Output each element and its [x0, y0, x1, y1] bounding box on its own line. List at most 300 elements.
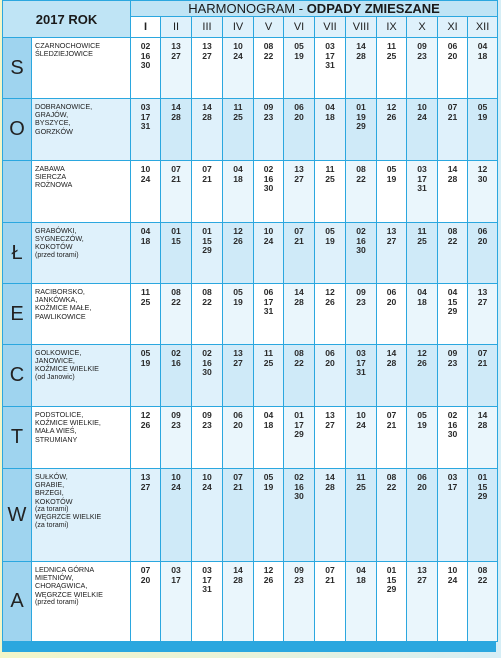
collection-day: 06 [447, 41, 458, 51]
collection-day: 01 [202, 226, 212, 236]
date-cell [346, 223, 377, 284]
collection-day: 19 [140, 357, 151, 368]
date-cell [346, 161, 377, 223]
collection-day: 18 [356, 574, 366, 585]
collection-day: 16 [294, 481, 304, 492]
collection-day: 28 [294, 296, 304, 307]
date-cell [377, 223, 407, 284]
date-cell [438, 284, 468, 345]
collection-day: 20 [325, 357, 335, 368]
collection-day: 04 [325, 102, 335, 112]
collection-day: 12 [386, 102, 397, 112]
collection-day: 23 [356, 296, 366, 307]
collection-day: 28 [233, 574, 243, 585]
date-cell [284, 407, 315, 469]
collection-day: 27 [171, 50, 181, 61]
collection-day: 13 [171, 41, 181, 51]
collection-day: 17 [140, 111, 151, 122]
village-name: SIERCZA [35, 172, 67, 182]
collection-day: 15 [171, 235, 181, 246]
date-cell [284, 161, 315, 223]
village-name: GRABÓWKI, [35, 226, 77, 235]
date-cell [346, 469, 377, 562]
collection-day: 25 [140, 296, 151, 307]
collection-day: 13 [417, 565, 427, 575]
collection-day: 12 [325, 287, 335, 297]
collection-day: 14 [202, 102, 212, 112]
collection-day: 19 [263, 481, 274, 492]
village-names [32, 284, 131, 345]
collection-day: 31 [356, 367, 366, 378]
date-cell [377, 38, 407, 99]
collection-day: 09 [263, 102, 274, 112]
collection-day: 04 [477, 41, 488, 51]
collection-day: 08 [294, 348, 304, 358]
collection-day: 07 [233, 472, 243, 482]
collection-day: 22 [356, 173, 366, 184]
date-cell [346, 345, 377, 407]
month-header: V [254, 17, 284, 38]
collection-day: 21 [325, 574, 335, 585]
collection-day: 10 [171, 472, 181, 482]
village-names [32, 469, 131, 562]
month-header: XI [438, 17, 468, 38]
collection-day: 04 [356, 565, 366, 575]
collection-day: 25 [417, 235, 427, 246]
date-cell [254, 99, 284, 161]
village-name: BRZEGI, [35, 488, 64, 498]
date-cell [346, 284, 377, 345]
village-name: ROŻNOWA [35, 180, 73, 190]
date-cell [407, 469, 438, 562]
date-cell [223, 161, 254, 223]
collection-day: 31 [202, 584, 212, 595]
village-name: LEDNICA GÓRNA [35, 565, 95, 574]
collection-day: 24 [356, 419, 366, 430]
date-cell [254, 284, 284, 345]
collection-day: 27 [386, 235, 397, 246]
collection-day: 18 [140, 235, 151, 246]
village-name: GORZKÓW [35, 126, 73, 136]
collection-day: 14 [325, 472, 335, 482]
collection-day: 07 [325, 565, 335, 575]
solectwa-letter: W [3, 469, 32, 562]
month-header: I [131, 17, 161, 38]
collection-day: 22 [477, 574, 488, 585]
village-name: WĘGRZCE WIELKIE [35, 589, 103, 599]
date-cell [407, 38, 438, 99]
solectwa-letter: S [3, 38, 32, 99]
collection-day: 21 [171, 173, 181, 184]
table-row [3, 38, 498, 99]
date-cell [161, 38, 192, 99]
collection-day: 14 [233, 565, 243, 575]
date-cell [438, 345, 468, 407]
collection-day: 07 [140, 565, 151, 575]
date-cell [315, 223, 346, 284]
collection-day: 17 [325, 50, 335, 61]
date-cell [315, 161, 346, 223]
village-name: KOŹMICE MAŁE, [35, 303, 92, 313]
collection-day: 24 [447, 574, 458, 585]
collection-day: 17 [171, 574, 181, 585]
collection-day: 30 [356, 245, 366, 256]
date-cell [161, 562, 192, 642]
collection-day: 16 [171, 357, 181, 368]
date-cell [161, 345, 192, 407]
collection-day: 23 [202, 419, 212, 430]
collection-day: 08 [477, 565, 488, 575]
collection-day: 05 [477, 102, 488, 112]
village-name: BYSZYCE, [35, 118, 71, 128]
collection-day: 27 [202, 50, 212, 61]
collection-day: 25 [386, 50, 397, 61]
collection-day: 05 [417, 410, 427, 420]
collection-day: 10 [356, 410, 366, 420]
collection-day: 18 [477, 50, 488, 61]
collection-day: 20 [477, 235, 488, 246]
date-cell [468, 38, 498, 99]
date-cell [407, 161, 438, 223]
village-name: MAŁA WIEŚ, [35, 426, 77, 436]
collection-day: 11 [386, 41, 397, 51]
collection-day: 02 [202, 348, 212, 358]
table-row [3, 407, 498, 469]
date-cell [315, 38, 346, 99]
collection-day: 27 [325, 419, 335, 430]
village-note: WĘGRZCE WIELKIE [35, 514, 102, 522]
collection-day: 10 [140, 164, 151, 174]
date-cell [254, 161, 284, 223]
collection-day: 07 [294, 226, 304, 236]
date-cell [438, 99, 468, 161]
month-header: X [407, 17, 438, 38]
date-cell [254, 38, 284, 99]
date-cell [131, 38, 161, 99]
date-cell [407, 284, 438, 345]
collection-day: 13 [202, 41, 212, 51]
collection-day: 02 [356, 226, 366, 236]
date-cell [377, 345, 407, 407]
collection-day: 08 [386, 472, 397, 482]
collection-day: 12 [477, 164, 488, 174]
collection-day: 15 [386, 574, 397, 585]
date-cell [223, 38, 254, 99]
collection-day: 19 [294, 50, 304, 61]
collection-day: 23 [263, 111, 274, 122]
collection-day: 08 [171, 287, 181, 297]
collection-day: 12 [140, 410, 151, 420]
village-note: (od Janowic) [35, 373, 75, 381]
collection-day: 07 [386, 410, 397, 420]
collection-day: 14 [447, 164, 458, 174]
date-cell [315, 469, 346, 562]
village-names [32, 99, 131, 161]
collection-day: 07 [202, 164, 212, 174]
month-header: VIII [346, 17, 377, 38]
collection-day: 06 [263, 287, 274, 297]
collection-day: 10 [417, 102, 427, 112]
collection-day: 01 [477, 472, 488, 482]
date-cell [438, 223, 468, 284]
collection-day: 26 [386, 111, 397, 122]
date-cell [377, 99, 407, 161]
date-cell [161, 407, 192, 469]
date-cell [407, 407, 438, 469]
collection-day: 22 [171, 296, 181, 307]
date-cell [192, 562, 223, 642]
village-note: (przed torami) [35, 251, 79, 259]
collection-day: 05 [325, 226, 335, 236]
collection-day: 25 [356, 481, 366, 492]
collection-day: 18 [233, 173, 243, 184]
date-cell [131, 99, 161, 161]
date-cell [223, 345, 254, 407]
month-header: III [192, 17, 223, 38]
date-cell [131, 407, 161, 469]
collection-day: 04 [233, 164, 243, 174]
collection-day: 19 [417, 419, 427, 430]
collection-day: 29 [477, 491, 488, 502]
village-name: PODSTOLICE, [35, 410, 84, 419]
village-names [32, 562, 131, 642]
collection-day: 23 [417, 50, 427, 61]
village-names [32, 345, 131, 407]
collection-day: 29 [386, 584, 397, 595]
date-cell [161, 469, 192, 562]
date-cell [131, 161, 161, 223]
collection-day: 22 [263, 50, 274, 61]
date-cell [192, 223, 223, 284]
collection-day: 11 [263, 348, 274, 358]
solectwa-letter: E [3, 284, 32, 345]
collection-day: 28 [356, 50, 366, 61]
collection-day: 03 [202, 565, 212, 575]
date-cell [468, 223, 498, 284]
collection-day: 13 [386, 226, 397, 236]
collection-day: 26 [325, 296, 335, 307]
date-cell [438, 38, 468, 99]
collection-day: 17 [263, 296, 274, 307]
collection-day: 23 [171, 419, 181, 430]
collection-day: 24 [233, 50, 243, 61]
date-cell [192, 99, 223, 161]
collection-day: 13 [294, 164, 304, 174]
collection-day: 21 [294, 235, 304, 246]
village-name: JANKÓWKA, [35, 295, 78, 305]
collection-day: 07 [447, 102, 458, 112]
collection-day: 22 [294, 357, 304, 368]
collection-day: 26 [233, 235, 243, 246]
date-cell [254, 469, 284, 562]
collection-day: 17 [417, 173, 427, 184]
village-name: KOKOTÓW [35, 242, 73, 252]
collection-day: 08 [356, 164, 366, 174]
collection-day: 27 [417, 574, 427, 585]
date-cell [468, 407, 498, 469]
collection-day: 14 [386, 348, 397, 358]
collection-day: 20 [294, 111, 304, 122]
collection-day: 03 [325, 41, 335, 51]
collection-day: 04 [140, 226, 151, 236]
collection-day: 04 [263, 410, 274, 420]
date-cell [192, 407, 223, 469]
village-name: JANOWICE, [35, 356, 75, 366]
year-label: 2017 ROK [3, 1, 131, 38]
collection-day: 01 [386, 565, 397, 575]
date-cell [284, 469, 315, 562]
date-cell [377, 407, 407, 469]
collection-day: 03 [447, 472, 458, 482]
collection-day: 10 [233, 41, 243, 51]
solectwa-letter: O [3, 99, 32, 161]
collection-day: 05 [294, 41, 304, 51]
collection-day: 01 [356, 102, 366, 112]
date-cell [468, 469, 498, 562]
village-name: PAWLIKOWICE [35, 311, 86, 321]
date-cell [346, 407, 377, 469]
solectwa-letter: Ł [3, 223, 32, 284]
collection-day: 24 [263, 235, 274, 246]
collection-day: 17 [202, 574, 212, 585]
month-header: VII [315, 17, 346, 38]
collection-day: 27 [140, 481, 151, 492]
collection-day: 29 [447, 306, 458, 317]
collection-day: 09 [294, 565, 304, 575]
collection-day: 10 [447, 565, 458, 575]
collection-day: 26 [417, 357, 427, 368]
date-cell [468, 562, 498, 642]
collection-day: 06 [325, 348, 335, 358]
collection-day: 15 [202, 235, 212, 246]
collection-day: 19 [233, 296, 243, 307]
date-cell [161, 99, 192, 161]
village-name: STRUMIANY [35, 434, 78, 444]
collection-day: 28 [325, 481, 335, 492]
collection-day: 29 [294, 429, 304, 440]
date-cell [315, 99, 346, 161]
collection-day: 13 [477, 287, 488, 297]
collection-day: 28 [477, 419, 488, 430]
collection-day: 31 [140, 121, 151, 132]
date-cell [192, 38, 223, 99]
village-name: CZARNOCHOWICE [35, 41, 101, 50]
collection-day: 13 [325, 410, 335, 420]
date-cell [223, 562, 254, 642]
collection-day: 13 [233, 348, 243, 358]
collection-day: 08 [202, 287, 212, 297]
collection-day: 17 [356, 357, 366, 368]
village-name: KOŹMICE WIELKIE, [35, 418, 101, 428]
date-cell [407, 99, 438, 161]
date-cell [346, 99, 377, 161]
village-name: GRAJÓW, [35, 110, 69, 120]
date-cell [468, 161, 498, 223]
village-name: MIETNIÓW, [35, 573, 74, 583]
date-cell [284, 223, 315, 284]
harmonogram-title-bold: ODPADY ZMIESZANE [306, 1, 440, 16]
date-cell [254, 345, 284, 407]
village-name: CHORĄGWICA, [35, 581, 88, 591]
table-row [3, 223, 498, 284]
village-note: (za torami) [35, 505, 69, 513]
collection-day: 05 [263, 472, 274, 482]
date-cell [407, 345, 438, 407]
date-cell [377, 469, 407, 562]
date-cell [284, 562, 315, 642]
date-cell [223, 99, 254, 161]
date-cell [407, 562, 438, 642]
collection-day: 07 [171, 164, 181, 174]
date-cell [254, 562, 284, 642]
date-cell [284, 99, 315, 161]
collection-day: 31 [325, 60, 335, 71]
collection-day: 05 [140, 348, 151, 358]
collection-day: 16 [447, 419, 458, 430]
village-name: GOLKOWICE, [35, 348, 82, 357]
collection-day: 30 [202, 367, 212, 378]
collection-day: 12 [417, 348, 427, 358]
collection-day: 06 [294, 102, 304, 112]
collection-day: 21 [202, 173, 212, 184]
collection-day: 18 [325, 111, 335, 122]
collection-day: 18 [417, 296, 427, 307]
collection-day: 19 [325, 235, 335, 246]
date-cell [131, 469, 161, 562]
collection-day: 05 [233, 287, 243, 297]
date-cell [346, 562, 377, 642]
collection-day: 11 [417, 226, 427, 236]
collection-day: 15 [477, 481, 488, 492]
collection-day: 24 [171, 481, 181, 492]
village-name: ZABAWA [35, 164, 65, 173]
date-cell [468, 345, 498, 407]
month-header: XII [468, 17, 498, 38]
date-cell [284, 284, 315, 345]
collection-day: 18 [263, 419, 274, 430]
village-name: DOBRANOWICE, [35, 102, 93, 111]
collection-day: 08 [447, 226, 458, 236]
collection-day: 25 [233, 111, 243, 122]
collection-day: 02 [294, 472, 304, 482]
date-cell [131, 562, 161, 642]
village-name: SUŁKÓW, [35, 472, 68, 481]
collection-day: 28 [171, 111, 181, 122]
date-cell [468, 284, 498, 345]
date-cell [192, 161, 223, 223]
date-cell [377, 562, 407, 642]
date-cell [161, 284, 192, 345]
collection-day: 10 [263, 226, 274, 236]
collection-day: 10 [202, 472, 212, 482]
collection-day: 31 [263, 306, 274, 317]
schedule-table [2, 0, 498, 642]
collection-day: 19 [477, 111, 488, 122]
collection-day: 30 [447, 429, 458, 440]
date-cell [438, 469, 468, 562]
date-cell [315, 284, 346, 345]
collection-day: 30 [263, 183, 274, 194]
date-cell [377, 284, 407, 345]
date-cell [284, 345, 315, 407]
harmonogram-title [131, 1, 498, 17]
date-cell [284, 38, 315, 99]
collection-day: 06 [477, 226, 488, 236]
solectwa-letter: C [3, 345, 32, 407]
date-cell [131, 284, 161, 345]
collection-day: 29 [356, 121, 366, 132]
collection-day: 02 [263, 164, 274, 174]
